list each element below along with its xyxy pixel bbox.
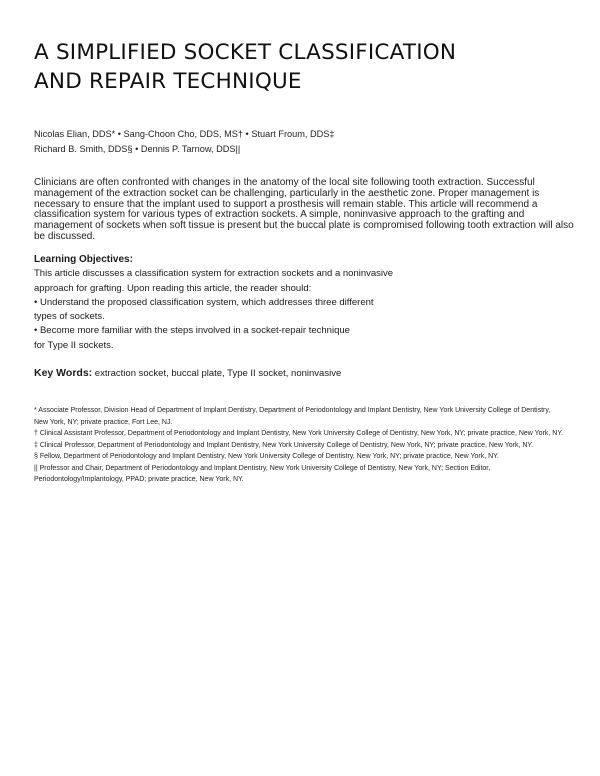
learning-objectives-heading: Learning Objectives: [34,254,133,265]
footnote: † Clinical Assistant Professor, Department of Periodontology and Implant Dentistry, New York University College of Dentistry, New York, NY; private practice, New York, NY. [34,430,564,437]
author-line-2: Richard B. Smith, DDS§ • Dennis P. Tarnow, DDS|| [34,144,241,154]
title-line-1: A SIMPLIFIED SOCKET CLASSIFICATION [34,40,457,65]
key-words-label: Key Words: [34,367,93,379]
objective-line: • Become more familiar with the steps involved in a socket-repair technique [34,325,350,337]
objective-line: approach for grafting. Upon reading this article, the reader should: [34,282,312,294]
affiliation-footnotes [34,405,564,486]
footnote: ‡ Clinical Professor, Department of Periodontology and Implant Dentistry, New York University College of Dentistry, New York, NY; private practice, New York, NY. [34,441,534,449]
footnote: § Fellow, Department of Periodontology and Implant Dentistry, New York University College of Dentistry, New York, NY; private practice, New York, NY. [34,453,499,460]
learning-objectives [34,253,574,353]
author-line-1: Nicolas Elian, DDS* • Sang-Choon Cho, DDS, MS† • Stuart Froum, DDS‡ [34,129,335,139]
objective-line: • Understand the proposed classification system, which addresses three different [34,296,374,308]
objective-line: This article discusses a classification system for extraction sockets and a noninvasive [34,268,394,280]
footnote: || Professor and Chair, Department of Periodontology and Implant Dentistry, New York University College of Dentistry, New York, NY; Section Editor, [34,464,491,472]
footnote: Periodontology/Implantology, PPAD; private practice, New York, NY. [34,476,244,483]
objective-line: types of sockets. [34,311,105,323]
objective-line: for Type II sockets. [34,339,114,351]
key-words-text: extraction socket, buccal plate, Type II socket, noninvasive [94,368,342,379]
author-list [34,127,574,157]
footnote: * Associate Professor, Division Head of Department of Implant Dentistry, Department of Periodontology and Implant Dentistry, New York University College of Dentistry, New York, NY; private practice, Fort Lee, NJ. [34,407,551,426]
title-line-2: AND REPAIR TECHNIQUE [34,69,302,94]
article-title [34,38,574,96]
abstract: Clinicians are often confronted with changes in the anatomy of the local site following tooth extraction. Successful management of the extraction socket can be challenging, particularly in the aesthetic zone. Proper management is necessary to ensure that the implant used to support a prosthesis will remain stable. This article will recommend a classification system for various types of extraction sockets. A simple, noninvasive approach to the grafting and management of sockets when soft tissue is present but the buccal plate is compromised following tooth extraction will also be discussed. [34,177,574,242]
key-words [34,366,574,381]
